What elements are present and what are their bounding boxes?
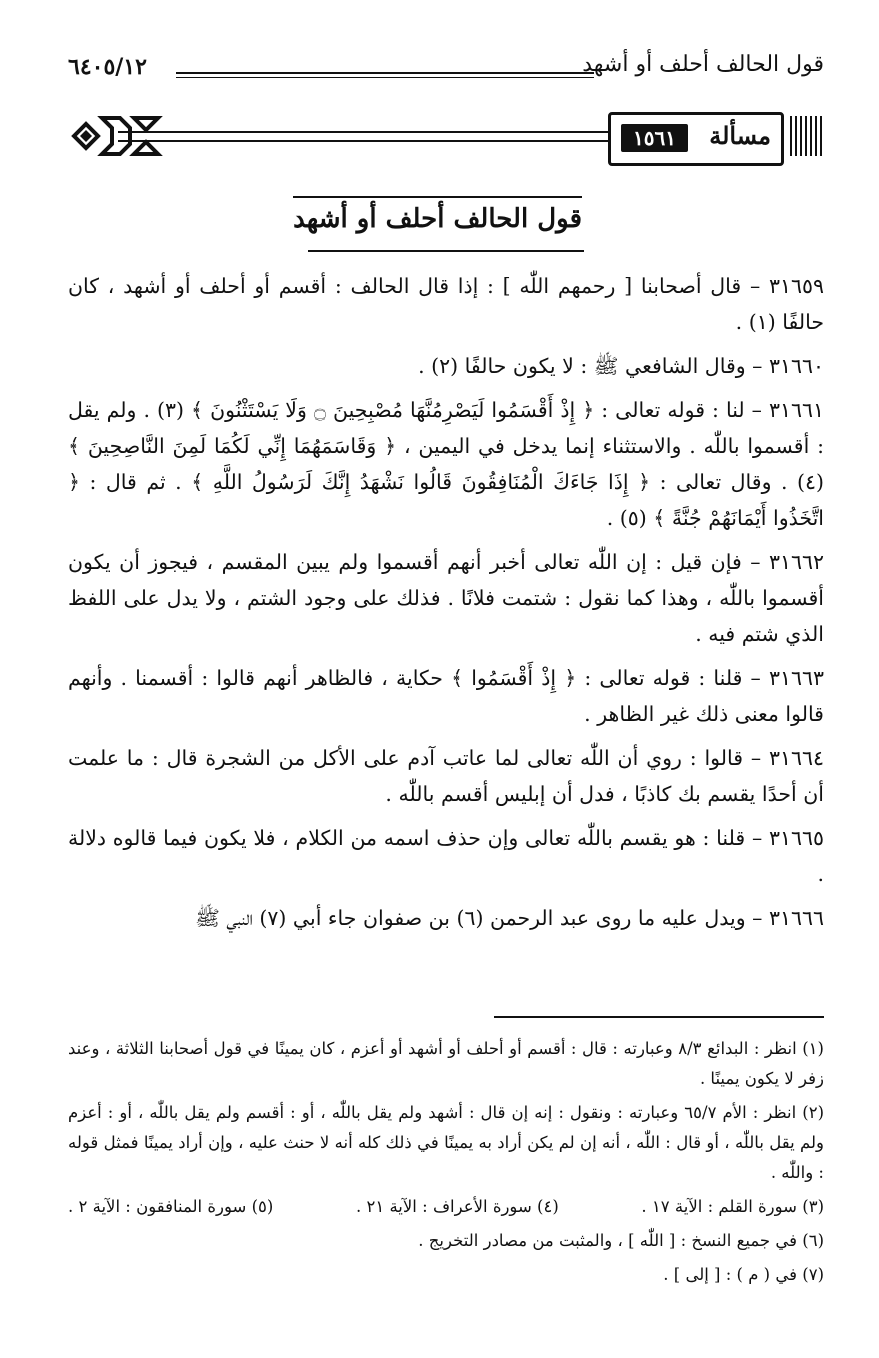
paragraph-31664: ٣١٦٦٤ – قالوا : روي أن اللّٰه تعالى لما عاتب آدم على الأكل من الشجرة قال : ما علمت أن أحدًا يقسم بك كاذبًا ، فدل أن إبليس أقسم باللّٰه . <box>68 746 824 806</box>
footnote-row-3-5 <box>68 1192 824 1222</box>
paragraph-31662: ٣١٦٦٢ – فإن قيل : إن اللّٰه تعالى أخبر أنهم أقسموا ولم يبين المقسم ، فيجوز أن يكون أقسموا باللّٰه ، وهذا كما نقول : شتمت فلانًا . فذلك على وجود الشتم ، ولا يدل على اللفظ الذي شتم فيه . <box>68 550 824 646</box>
paragraph-31660: ٣١٦٦٠ – وقال الشافعي ﷺ : لا يكون حالفًا (٢) . <box>418 354 824 378</box>
paragraph-31659: ٣١٦٥٩ – قال أصحابنا [ رحمهم اللّٰه ] : إذا قال الحالف : أقسم أو أحلف أو أشهد ، كان حالفًا (١) . <box>68 274 824 334</box>
header-rule <box>176 72 594 74</box>
footnote-3: (٣) سورة القلم : الآية ١٧ . <box>641 1197 824 1216</box>
banner-stripes <box>790 116 824 156</box>
footnotes <box>68 1034 824 1294</box>
page <box>68 0 824 1358</box>
chapter-title: قول الحالف أحلف أو أشهد <box>293 196 582 234</box>
masala-number: ١٥٦١ <box>621 124 688 152</box>
paragraph-31665: ٣١٦٦٥ – قلنا : هو يقسم باللّٰه تعالى وإن حذف اسمه من الكلام ، فلا يكون فيما قالوه دلالة . <box>68 826 824 886</box>
chapter-title-rule <box>308 250 584 252</box>
footnote-2: (٢) انظر : الأم ٦٥/٧ وعبارته : ونقول : إنه إن قال : أشهد ولم يقل باللّٰه ، أو : أقسم ولم يقل باللّٰه ، أو : أعزم ولم يقل باللّٰه ، أو قال : اللّٰه ، أنه إن لم يكن أراد به يمينًا في ذلك كله أنه لا حنث عليه ، وإن أراد يمينًا فمثل قوله : واللّٰه . <box>68 1103 824 1182</box>
running-header <box>68 52 824 92</box>
paragraph-31663: ٣١٦٦٣ – قلنا : قوله تعالى : ﴿ إِذْ أَقْسَمُوا ﴾ حكاية ، فالظاهر أنهم قالوا : أقسمنا . وأنهم قالوا معنى ذلك غير الظاهر . <box>68 666 824 726</box>
masala-banner <box>68 110 824 164</box>
paragraph-31666: ٣١٦٦٦ – ويدل عليه ما روى عبد الرحمن (٦) بن صفوان جاء أبي (٧) النبي ﷺ <box>195 906 824 930</box>
running-title: قول الحالف أحلف أو أشهد <box>582 52 824 77</box>
page-reference: ٦٤٠٥/١٢ <box>68 54 147 80</box>
banner-bar <box>118 131 611 142</box>
footnote-6: (٦) في جميع النسخ : [ اللّٰه ] ، والمثبت من مصادر التخريج . <box>418 1231 824 1250</box>
footnote-rule <box>494 1016 824 1018</box>
ornament-icon <box>68 110 164 162</box>
main-text <box>68 268 824 944</box>
footnote-1: (١) انظر : البدائع ٨/٣ وعبارته : قال : أقسم أو أحلف أو أشهد أو أعزم ، كان يمينًا في قول أصحابنا الثلاثة ، وعند زفر لا يكون يمينًا . <box>68 1039 824 1088</box>
masala-box <box>608 112 784 166</box>
masala-label: مسألة <box>709 121 771 150</box>
footnote-7: (٧) في ( م ) : [ إلى ] . <box>663 1265 824 1284</box>
footnote-5: (٥) سورة المنافقون : الآية ٢ . <box>68 1197 274 1216</box>
footnote-4: (٤) سورة الأعراف : الآية ٢١ . <box>355 1197 559 1216</box>
paragraph-31661: ٣١٦٦١ – لنا : قوله تعالى : ﴿ إِذْ أَقْسَمُوا لَيَصْرِمُنَّهَا مُصْبِحِينَ ۝ وَلَا يَسْتَثْنُونَ ﴾ (٣) . ولم يقل : أقسموا باللّٰه . والاستثناء إنما يدخل في اليمين ، ﴿ وَقَاسَمَهُمَا إِنِّي لَكُمَا لَمِنَ النَّاصِحِينَ ﴾ (٤) . وقال تعالى : ﴿ إِذَا جَاءَكَ الْمُنَافِقُونَ قَالُوا نَشْهَدُ إِنَّكَ لَرَسُولُ اللَّهِ ﴾ . ثم قال : ﴿ اتَّخَذُوا أَيْمَانَهُمْ جُنَّةً ﴾ (٥) . <box>68 398 824 530</box>
